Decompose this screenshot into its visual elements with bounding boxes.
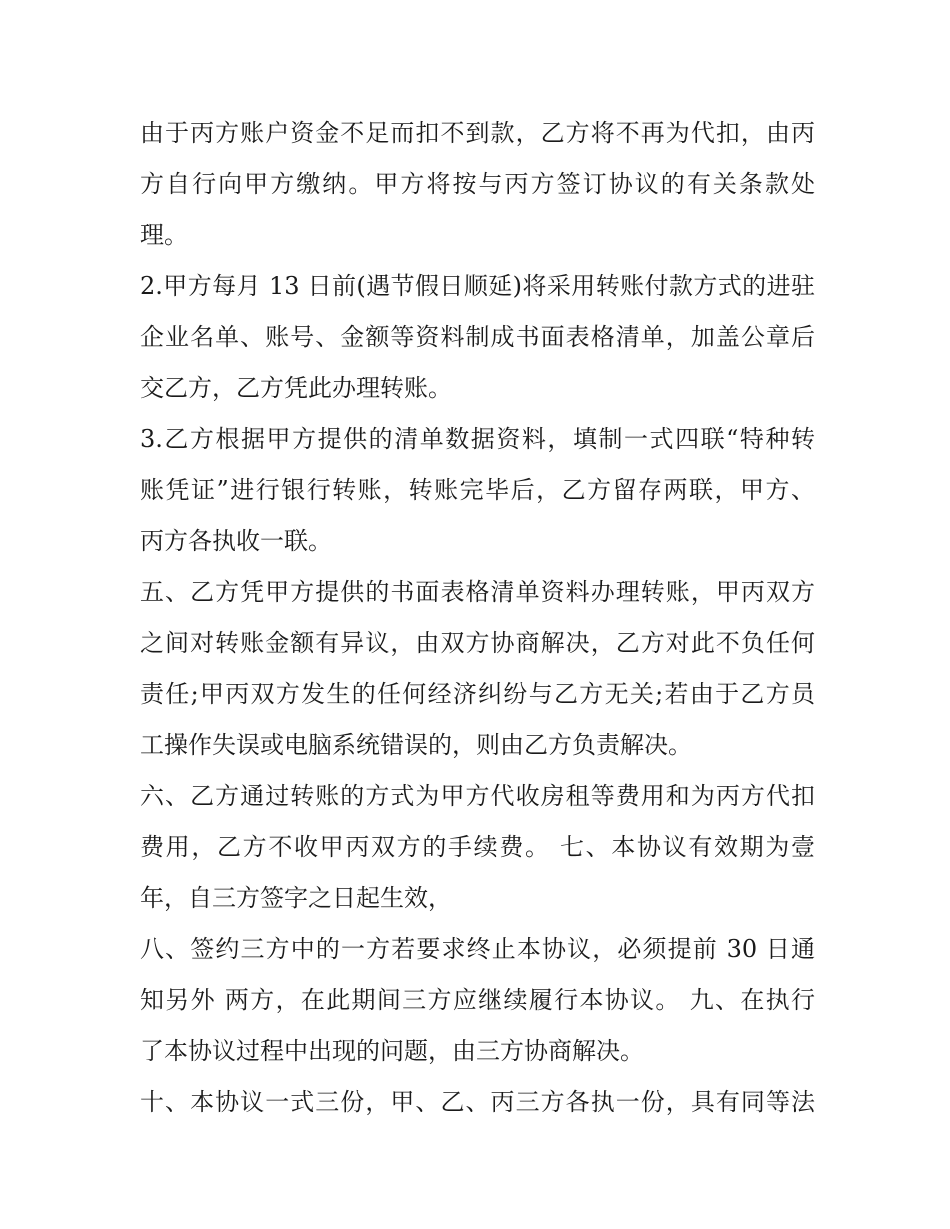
text-line: 知另外 两方，在此期间三方应继续履行本协议。 九、在执行 <box>140 986 815 1014</box>
text-line: 五、乙方凭甲方提供的书面表格清单资料办理转账，甲丙双方 <box>140 578 815 606</box>
document-body <box>140 108 815 1128</box>
text-line: 理。 <box>140 221 188 249</box>
paragraph-section-6-7 <box>140 771 815 924</box>
paragraph-section-5 <box>140 567 815 771</box>
text-line: 之间对转账金额有异议，由双方协商解决，乙方对此不负任何 <box>140 629 815 657</box>
paragraph-clause-3 <box>140 414 815 567</box>
paragraph-section-10 <box>140 1077 815 1128</box>
text-line: 八、签约三方中的一方若要求终止本协议，必须提前 30 日通 <box>140 935 815 963</box>
text-line: 年，自三方签字之日起生效， <box>140 884 452 912</box>
text-line: 费用，乙方不收甲丙双方的手续费。 七、本协议有效期为壹 <box>140 833 815 861</box>
text-line: 六、乙方通过转账的方式为甲方代收房租等费用和为丙方代扣 <box>140 782 815 810</box>
text-line: 责任;甲丙双方发生的任何经济纠纷与乙方无关;若由于乙方员 <box>140 680 815 708</box>
text-line: 2.甲方每月 13 日前(遇节假日顺延)将采用转账付款方式的进驻 <box>140 272 815 300</box>
paragraph-deduction-failure <box>140 108 815 261</box>
paragraph-clause-2 <box>140 261 815 414</box>
text-line: 了本协议过程中出现的问题，由三方协商解决。 <box>140 1037 644 1065</box>
text-line: 工操作失误或电脑系统错误的，则由乙方负责解决。 <box>140 731 692 759</box>
text-line: 账凭证”进行银行转账，转账完毕后，乙方留存两联，甲方、 <box>140 476 815 504</box>
text-line: 十、本协议一式三份，甲、乙、丙三方各执一份，具有同等法 <box>140 1088 815 1116</box>
text-line: 交乙方，乙方凭此办理转账。 <box>140 374 452 402</box>
text-line: 丙方各执收一联。 <box>140 527 332 555</box>
text-line: 企业名单、账号、金额等资料制成书面表格清单，加盖公章后 <box>140 323 815 351</box>
paragraph-section-8-9 <box>140 924 815 1077</box>
text-line: 3.乙方根据甲方提供的清单数据资料，填制一式四联“特种转 <box>140 425 815 453</box>
text-line: 方自行向甲方缴纳。甲方将按与丙方签订协议的有关条款处 <box>140 170 815 198</box>
text-line: 由于丙方账户资金不足而扣不到款，乙方将不再为代扣，由丙 <box>140 119 815 147</box>
